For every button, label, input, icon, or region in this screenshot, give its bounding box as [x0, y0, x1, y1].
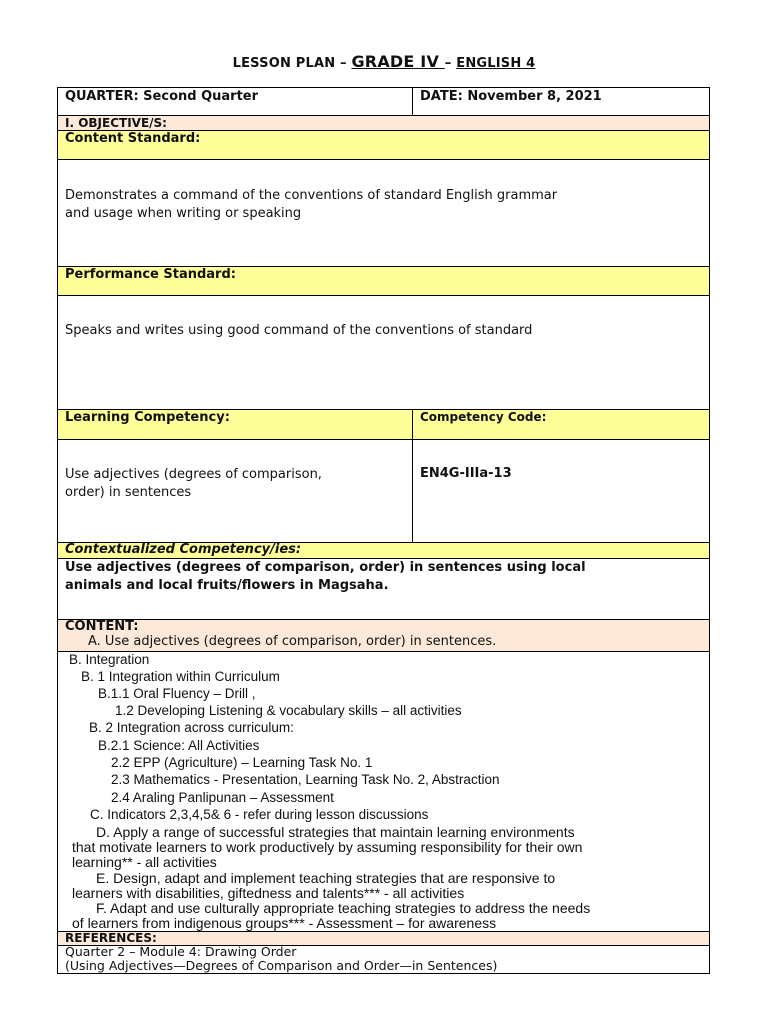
title-grade: GRADE IV	[351, 52, 445, 71]
references-line-2: (Using Adjectives—Degrees of Comparison and Order—in Sentences)	[65, 958, 498, 973]
contextualized-row	[58, 559, 709, 620]
learning-competency-line-2: order) in sentences	[65, 485, 192, 500]
content-standard-line-1: Demonstrates a command of the conventions of standard English grammar	[65, 188, 558, 203]
content-line: B. 1 Integration within Curriculum	[81, 669, 280, 684]
quarter-cell: QUARTER: Second Quarter	[65, 89, 259, 104]
content-heading: CONTENT:	[65, 619, 139, 634]
performance-standard-label: Performance Standard:	[65, 267, 236, 282]
contextualized-label-row	[58, 543, 709, 559]
content-line: B. Integration	[69, 652, 150, 667]
content-line: 2.2 EPP (Agriculture) – Learning Task No. 1	[111, 755, 373, 770]
references-line-1: Quarter 2 – Module 4: Drawing Order	[65, 944, 297, 959]
content-line: 1.2 Developing Listening & vocabulary skills – all activities	[115, 703, 462, 718]
learning-competency-row	[58, 440, 709, 543]
title-dash: –	[444, 56, 457, 71]
performance-standard-text: Speaks and writes using good command of the conventions of standard	[65, 323, 533, 338]
content-line: that motivate learners to work productively by assuming responsibility for their own	[72, 839, 583, 855]
competency-divider-bottom	[412, 440, 413, 542]
content-standard-line-2: and usage when writing or speaking	[65, 206, 302, 221]
content-line: D. Apply a range of successful strategies that maintain learning environments	[96, 824, 575, 840]
content-item-a: A. Use adjectives (degrees of comparison, order) in sentences.	[88, 634, 497, 649]
content-lines-block	[58, 652, 709, 932]
content-line: F. Adapt and use culturally appropriate teaching strategies to address the needs	[96, 900, 591, 916]
content-line: C. Indicators 2,3,4,5& 6 - refer during lesson discussions	[90, 807, 429, 822]
competency-code: EN4G-IIIa-13	[420, 466, 512, 481]
learning-competency-label: Learning Competency:	[65, 410, 230, 425]
learning-competency-line-1: Use adjectives (degrees of comparison,	[65, 467, 322, 482]
lesson-plan-title	[0, 52, 768, 71]
content-standard-row	[58, 160, 709, 267]
content-line: B.2.1 Science: All Activities	[98, 738, 260, 753]
title-prefix: LESSON PLAN –	[232, 56, 352, 71]
content-standard-label-row	[58, 131, 709, 160]
content-line: B.1.1 Oral Fluency – Drill ,	[98, 686, 256, 701]
references-row	[58, 946, 709, 973]
content-standard-label: Content Standard:	[65, 131, 201, 146]
contextualized-line-2: animals and local fruits/flowers in Magsaha.	[65, 578, 389, 593]
content-line: of learners from indigenous groups*** - Assessment – for awareness	[72, 915, 497, 931]
competency-divider-top	[412, 410, 413, 439]
lesson-plan-table	[57, 87, 710, 974]
competency-code-label: Competency Code:	[420, 410, 547, 424]
content-line: learners with disabilities, giftedness and talents*** - all activities	[72, 885, 465, 901]
objectives-heading: I. OBJECTIVE/S:	[58, 116, 709, 131]
content-line: learning** - all activities	[72, 854, 217, 870]
content-line: E. Design, adapt and implement teaching strategies that are responsive to	[96, 870, 556, 886]
info-row	[58, 88, 709, 116]
content-line: B. 2 Integration across curriculum:	[89, 720, 294, 735]
date-cell: DATE: November 8, 2021	[420, 89, 602, 104]
info-divider	[412, 88, 413, 115]
title-subject: ENGLISH 4	[456, 56, 536, 71]
content-heading-row	[58, 620, 709, 652]
references-heading: REFERENCES:	[58, 932, 709, 946]
performance-standard-label-row	[58, 267, 709, 296]
contextualized-line-1: Use adjectives (degrees of comparison, order) in sentences using local	[65, 560, 586, 575]
content-line: 2.3 Mathematics - Presentation, Learning Task No. 2, Abstraction	[111, 772, 500, 787]
learning-competency-label-row	[58, 410, 709, 440]
performance-standard-row	[58, 296, 709, 410]
content-line: 2.4 Araling Panlipunan – Assessment	[111, 790, 334, 805]
contextualized-label: Contextualized Competency/ies:	[65, 542, 302, 557]
